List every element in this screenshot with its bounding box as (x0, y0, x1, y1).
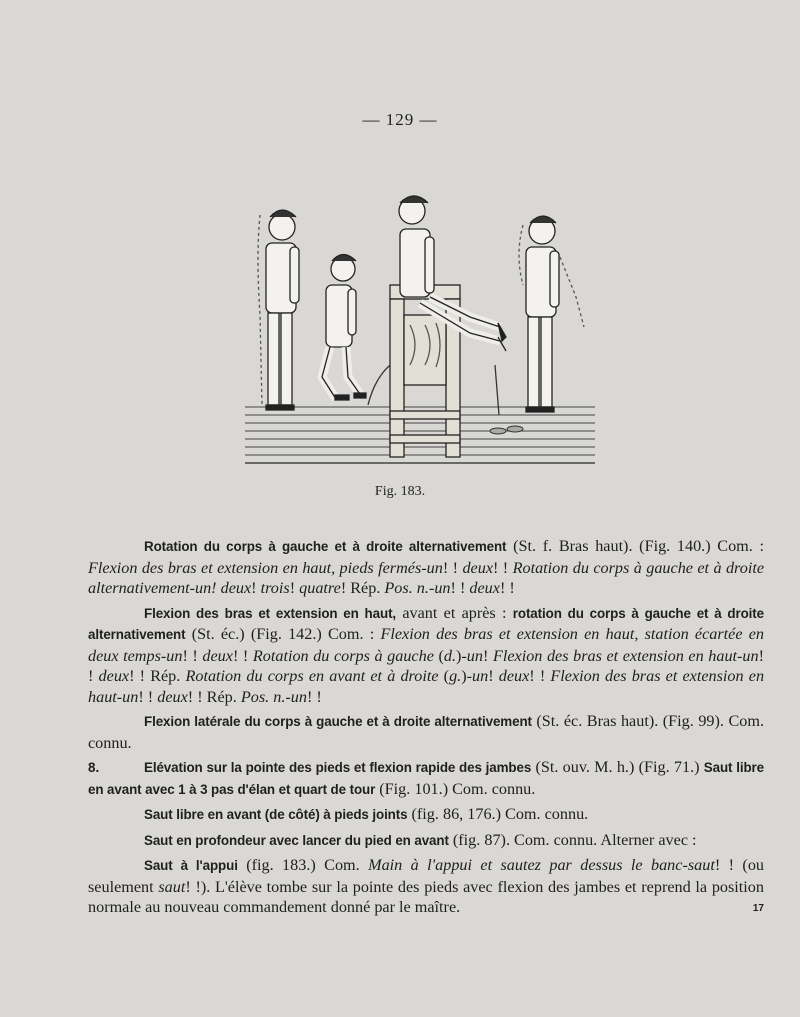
text-run: ! ! (ou seulement (88, 856, 765, 896)
text-run: ! ! Rép. (129, 667, 186, 685)
text-run: ! !). L'élève tombe sur la pointe des pieds avec flexion des jambes et reprend la position normale au nouveau commandement donné par le maître. (88, 877, 764, 916)
command-text: un (472, 667, 489, 685)
text-run: (St. f. Bras haut). (Fig. 140.) Com. : (506, 537, 764, 555)
text-run: (Fig. 101.) Com. connu. (375, 779, 536, 798)
text-run: (fig. 86, 176.) Com. connu. (407, 805, 589, 823)
footprints (490, 426, 523, 434)
command-text: Flexion des bras et extension en haut-un (492, 646, 759, 665)
text-run: ! ! (450, 579, 470, 597)
command-text: Pos. n.-un (240, 687, 307, 706)
text-run: (fig. 87). Com. connu. Alterner avec : (448, 830, 697, 849)
text-run: ! ! (529, 667, 551, 685)
command-text: Flexion des bras et extension en haut-un (88, 667, 765, 706)
text-run: ! ! (232, 646, 253, 665)
exercise-title: rotation du corps à gauche et à droite alternativement (88, 605, 765, 642)
text-run: ! ! (88, 646, 765, 685)
command-text: un (466, 646, 483, 665)
text-run: (St. ouv. M. h.) (Fig. 71.) (531, 758, 704, 776)
text-run: ! ! (499, 579, 515, 597)
exercise-title: Saut libre en avant (de côté) à pieds joints (144, 807, 408, 822)
text-run: ! ! (306, 687, 322, 706)
command-text: deux (498, 667, 530, 685)
command-text: Rotation du corps en avant et à droite (185, 667, 439, 685)
command-text: Pos. n.-un (384, 579, 451, 597)
exercise-title: Flexion latérale du corps à gauche et à droite alternativement (144, 714, 532, 729)
command-text: Flexion des bras et extension en haut, pieds fermés-un (88, 558, 443, 577)
section-number: 8. (88, 760, 100, 775)
command-text: deux (462, 558, 494, 577)
command-text: quatre (299, 579, 341, 597)
figure-illustration (240, 185, 600, 485)
command-text: deux (469, 579, 500, 597)
paragraph (88, 603, 764, 708)
paragraph (88, 711, 764, 753)
paragraph (88, 804, 764, 826)
command-text: d. (443, 646, 457, 665)
command-text: Flexion des bras et extension en haut, station écartée en deux temps-un (88, 625, 765, 665)
page-number: — 129 — (362, 110, 438, 129)
command-text: Rotation du corps à gauche et à droite alternativement-un! deux (88, 558, 765, 597)
command-text: deux (157, 687, 188, 706)
text-run: )- (456, 646, 467, 665)
signature-mark: 17 (752, 903, 764, 914)
paragraph (88, 855, 764, 918)
text-run: ! ! (493, 558, 513, 577)
text-run: ! (482, 646, 493, 665)
boy-standing-left (258, 210, 299, 410)
text-run: (fig. 183.) Com. (237, 856, 369, 874)
text-run: avant et après : (396, 603, 513, 622)
command-text: Main à l'appui et sautez par dessus le banc-saut (368, 856, 715, 874)
boy-standing-right (519, 216, 584, 412)
exercise-title: Saut libre en avant avec 1 à 3 pas d'élan et quart de tour (88, 760, 764, 797)
command-text: deux (98, 667, 130, 685)
exercise-title: Saut à l'appui (144, 858, 238, 873)
command-text: Rotation du corps à gauche (252, 646, 434, 665)
text-run: ! ! (442, 558, 463, 577)
command-text: trois (260, 579, 290, 597)
exercise-title: Rotation du corps à gauche et à droite alternativement (144, 539, 507, 554)
body-text (88, 536, 764, 922)
text-run: ! Rép. (340, 579, 385, 597)
paragraph (88, 536, 764, 599)
text-run: ! (488, 667, 499, 685)
text-run: ! ! (182, 646, 203, 665)
text-run: ! (251, 579, 261, 597)
command-text: saut (158, 877, 186, 896)
text-run: (St. éc.) (Fig. 142.) Com. : (185, 625, 381, 643)
paragraph (88, 830, 764, 852)
text-run: ! ! (138, 687, 158, 706)
text-run: ( (438, 667, 450, 685)
exercise-title: Flexion des bras et extension en haut, (144, 605, 397, 621)
text-run: )- (461, 667, 472, 685)
exercise-title: Saut en profondeur avec lancer du pied en avant (144, 832, 449, 848)
figure-caption: Fig. 183. (374, 484, 426, 499)
command-text: g. (449, 667, 462, 685)
text-run: ( (433, 646, 444, 665)
text-run: (St. éc. Bras haut). (Fig. 99). Com. connu. (88, 712, 764, 752)
text-run: ! ! Rép. (187, 687, 241, 706)
command-text: deux (202, 646, 233, 665)
text-run: ! (289, 579, 300, 597)
paragraph (88, 757, 764, 800)
exercise-title: Elévation sur la pointe des pieds et flexion rapide des jambes (144, 760, 532, 775)
